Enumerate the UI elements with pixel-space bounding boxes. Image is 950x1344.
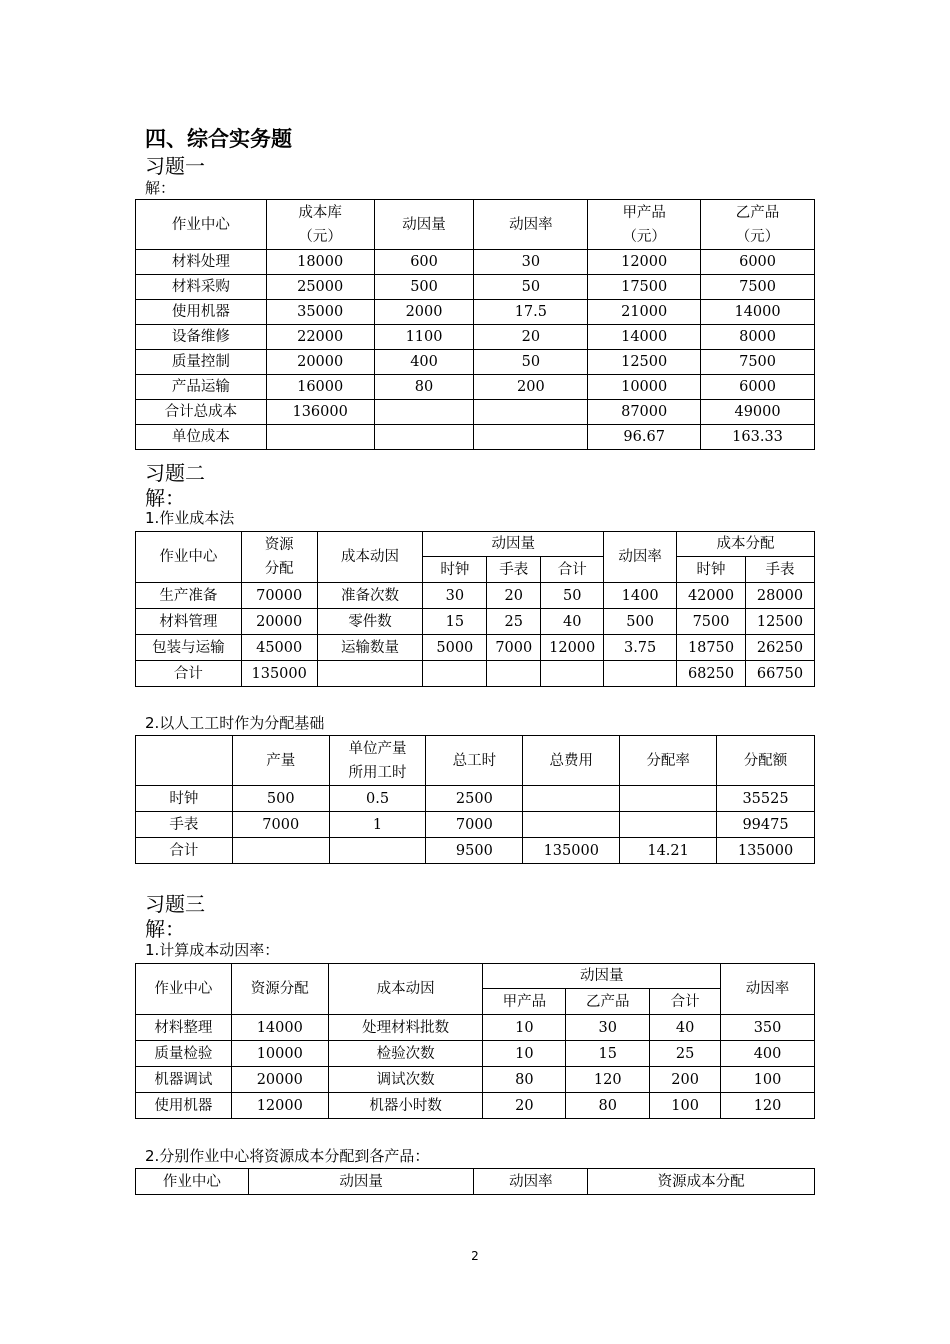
table-cell [374, 425, 474, 450]
ex3-part1-caption: 1.计算成本动因率： [145, 941, 280, 959]
page-number: 2 [471, 1249, 479, 1263]
header-cell: 成本分配 [677, 532, 815, 557]
ex1-table [135, 199, 815, 450]
table-cell: 12000 [588, 250, 701, 275]
table-cell: 材料采购 [136, 275, 267, 300]
table-cell: 35525 [717, 786, 815, 812]
table-cell: 7500 [677, 609, 746, 635]
table-cell: 2500 [426, 786, 523, 812]
ex2-abc-table [135, 531, 815, 687]
table-cell: 检验次数 [328, 1041, 483, 1067]
table-cell: 材料处理 [136, 250, 267, 275]
table-cell: 70000 [241, 583, 317, 609]
table-cell: 手表 [745, 557, 814, 583]
table-cell: 甲产品 [483, 989, 566, 1015]
header-cell: 产量 [232, 736, 329, 786]
table-cell: 42000 [677, 583, 746, 609]
table-header-row [136, 964, 815, 989]
table-cell: 10000 [588, 375, 701, 400]
table-cell: 质量检验 [136, 1041, 232, 1067]
table-cell: 26250 [745, 635, 814, 661]
header-cell: 资源 分配 [241, 532, 317, 583]
header-cell: 动因量 [423, 532, 604, 557]
table-header-row [136, 200, 815, 250]
table-cell: 80 [483, 1067, 566, 1093]
table-cell: 66750 [745, 661, 814, 687]
table-cell [266, 425, 374, 450]
ex2-part2-caption: 2.以人工工时作为分配基础 [145, 714, 325, 732]
table-header-row [136, 1169, 815, 1195]
table-cell: 质量控制 [136, 350, 267, 375]
header-cell: 作业中心 [136, 532, 242, 583]
table-row [136, 812, 815, 838]
table-cell: 材料管理 [136, 609, 242, 635]
header-cell: 动因率 [604, 532, 677, 583]
table-cell: 45000 [241, 635, 317, 661]
table-cell: 136000 [266, 400, 374, 425]
table-cell: 21000 [588, 300, 701, 325]
header-cell: 动因量 [248, 1169, 474, 1195]
table-row [136, 609, 815, 635]
table-cell: 20000 [231, 1067, 328, 1093]
table-cell: 7000 [232, 812, 329, 838]
table-cell [523, 786, 620, 812]
table-cell: 7000 [487, 635, 541, 661]
table-header-row [136, 736, 815, 786]
table-cell: 时钟 [423, 557, 487, 583]
header-cell: 成本动因 [328, 964, 483, 1015]
table-cell: 135000 [523, 838, 620, 864]
table-cell: 9500 [426, 838, 523, 864]
ex3-title: 习题三 [145, 892, 205, 916]
table-cell: 200 [650, 1067, 721, 1093]
table-cell: 500 [604, 609, 677, 635]
table-cell: 单位成本 [136, 425, 267, 450]
ex2-labor-hours-table [135, 735, 815, 864]
table-cell: 生产准备 [136, 583, 242, 609]
table-cell: 35000 [266, 300, 374, 325]
table-row [136, 1067, 815, 1093]
header-cell: 作业中心 [136, 964, 232, 1015]
header-cell: 动因率 [474, 200, 588, 250]
table-cell [374, 400, 474, 425]
table-cell: 80 [566, 1093, 650, 1119]
table-cell: 49000 [701, 400, 815, 425]
table-row [136, 400, 815, 425]
table-cell [136, 736, 233, 786]
table-cell: 400 [721, 1041, 815, 1067]
table-cell: 手表 [136, 812, 233, 838]
table-row [136, 375, 815, 400]
table-cell [487, 661, 541, 687]
table-cell: 17500 [588, 275, 701, 300]
table-cell: 80 [374, 375, 474, 400]
table-cell: 5000 [423, 635, 487, 661]
table-cell: 500 [374, 275, 474, 300]
table-cell: 使用机器 [136, 1093, 232, 1119]
ex3-allocation-table [135, 1168, 815, 1195]
table-cell: 25 [650, 1041, 721, 1067]
table-cell: 96.67 [588, 425, 701, 450]
table-cell: 机器调试 [136, 1067, 232, 1093]
table-cell: 20 [487, 583, 541, 609]
table-cell: 28000 [745, 583, 814, 609]
table-cell: 10 [483, 1015, 566, 1041]
table-cell: 40 [650, 1015, 721, 1041]
table-cell: 时钟 [677, 557, 746, 583]
table-cell: 零件数 [317, 609, 423, 635]
table-cell [474, 400, 588, 425]
table-cell: 30 [423, 583, 487, 609]
table-row [136, 425, 815, 450]
table-cell: 12000 [231, 1093, 328, 1119]
table-cell: 20000 [241, 609, 317, 635]
table-cell [620, 812, 717, 838]
table-cell: 99475 [717, 812, 815, 838]
table-cell: 12000 [541, 635, 604, 661]
header-cell: 单位产量 所用工时 [329, 736, 426, 786]
table-cell: 乙产品 [566, 989, 650, 1015]
table-cell: 1100 [374, 325, 474, 350]
header-cell: 资源分配 [231, 964, 328, 1015]
table-cell: 163.33 [701, 425, 815, 450]
table-cell: 20000 [266, 350, 374, 375]
header-cell: 甲产品 （元） [588, 200, 701, 250]
table-cell [541, 661, 604, 687]
table-cell: 10000 [231, 1041, 328, 1067]
table-cell: 调试次数 [328, 1067, 483, 1093]
table-cell: 12500 [588, 350, 701, 375]
ex2-title: 习题二 [145, 461, 205, 485]
table-cell: 25000 [266, 275, 374, 300]
table-cell: 12500 [745, 609, 814, 635]
header-cell: 乙产品 （元） [701, 200, 815, 250]
table-cell: 包装与运输 [136, 635, 242, 661]
header-cell: 动因率 [721, 964, 815, 1015]
table-cell [620, 786, 717, 812]
header-cell: 作业中心 [136, 1169, 249, 1195]
table-row [136, 275, 815, 300]
table-cell: 准备次数 [317, 583, 423, 609]
ex1-solution-label: 解： [145, 179, 176, 197]
ex2-solution-label: 解： [145, 486, 185, 510]
table-cell: 15 [566, 1041, 650, 1067]
table-cell: 0.5 [329, 786, 426, 812]
table-row [136, 583, 815, 609]
table-cell: 使用机器 [136, 300, 267, 325]
table-cell: 2000 [374, 300, 474, 325]
header-cell: 动因率 [474, 1169, 588, 1195]
header-cell: 总工时 [426, 736, 523, 786]
table-cell: 运输数量 [317, 635, 423, 661]
table-cell: 30 [566, 1015, 650, 1041]
table-cell: 时钟 [136, 786, 233, 812]
table-cell: 7000 [426, 812, 523, 838]
ex3-driver-rate-table [135, 963, 815, 1119]
table-cell: 合计 [650, 989, 721, 1015]
table-cell [329, 838, 426, 864]
table-cell: 14000 [701, 300, 815, 325]
table-row [136, 250, 815, 275]
table-cell [232, 838, 329, 864]
table-row [136, 786, 815, 812]
table-cell: 135000 [241, 661, 317, 687]
table-cell: 400 [374, 350, 474, 375]
table-cell: 1 [329, 812, 426, 838]
ex2-part1-caption: 1.作业成本法 [145, 509, 235, 527]
table-cell: 17.5 [474, 300, 588, 325]
table-cell: 25 [487, 609, 541, 635]
table-header-row [136, 532, 815, 557]
table-cell: 87000 [588, 400, 701, 425]
header-cell: 成本库 （元） [266, 200, 374, 250]
table-cell: 18750 [677, 635, 746, 661]
table-cell: 7500 [701, 275, 815, 300]
table-cell: 手表 [487, 557, 541, 583]
table-row [136, 350, 815, 375]
table-cell: 600 [374, 250, 474, 275]
table-cell: 处理材料批数 [328, 1015, 483, 1041]
ex3-solution-label: 解： [145, 917, 185, 941]
table-cell: 20 [483, 1093, 566, 1119]
table-cell: 350 [721, 1015, 815, 1041]
table-row [136, 661, 815, 687]
table-cell: 40 [541, 609, 604, 635]
table-cell: 20 [474, 325, 588, 350]
table-cell: 6000 [701, 375, 815, 400]
table-cell: 1400 [604, 583, 677, 609]
header-cell: 分配额 [717, 736, 815, 786]
table-row [136, 1041, 815, 1067]
table-cell [423, 661, 487, 687]
header-cell: 资源成本分配 [588, 1169, 815, 1195]
table-cell: 合计总成本 [136, 400, 267, 425]
table-cell: 16000 [266, 375, 374, 400]
table-cell: 30 [474, 250, 588, 275]
ex1-title: 习题一 [145, 154, 205, 178]
header-cell: 动因量 [483, 964, 721, 989]
header-cell: 总费用 [523, 736, 620, 786]
table-row [136, 635, 815, 661]
table-cell: 14000 [588, 325, 701, 350]
table-cell: 10 [483, 1041, 566, 1067]
table-cell: 7500 [701, 350, 815, 375]
ex3-part2-caption: 2.分别作业中心将资源成本分配到各产品： [145, 1147, 430, 1165]
table-cell: 120 [566, 1067, 650, 1093]
table-cell: 200 [474, 375, 588, 400]
table-cell [317, 661, 423, 687]
table-cell: 合计 [136, 838, 233, 864]
table-cell: 设备维修 [136, 325, 267, 350]
table-cell: 产品运输 [136, 375, 267, 400]
table-cell: 50 [474, 350, 588, 375]
section-title: 四、综合实务题 [145, 127, 292, 151]
table-row [136, 300, 815, 325]
table-cell [523, 812, 620, 838]
table-cell: 6000 [701, 250, 815, 275]
table-cell: 500 [232, 786, 329, 812]
header-cell: 分配率 [620, 736, 717, 786]
table-cell: 22000 [266, 325, 374, 350]
table-cell [474, 425, 588, 450]
table-cell: 材料整理 [136, 1015, 232, 1041]
table-cell: 100 [650, 1093, 721, 1119]
table-cell: 68250 [677, 661, 746, 687]
table-cell: 8000 [701, 325, 815, 350]
table-cell: 18000 [266, 250, 374, 275]
table-cell: 120 [721, 1093, 815, 1119]
table-cell: 50 [541, 583, 604, 609]
table-cell: 合计 [136, 661, 242, 687]
table-row [136, 838, 815, 864]
table-cell: 14.21 [620, 838, 717, 864]
table-cell: 100 [721, 1067, 815, 1093]
table-cell: 机器小时数 [328, 1093, 483, 1119]
table-row [136, 325, 815, 350]
header-cell: 作业中心 [136, 200, 267, 250]
header-cell: 成本动因 [317, 532, 423, 583]
table-cell: 3.75 [604, 635, 677, 661]
table-cell: 合计 [541, 557, 604, 583]
table-cell: 50 [474, 275, 588, 300]
table-row [136, 1093, 815, 1119]
table-row [136, 1015, 815, 1041]
table-cell: 14000 [231, 1015, 328, 1041]
table-cell: 15 [423, 609, 487, 635]
table-cell: 135000 [717, 838, 815, 864]
table-cell [604, 661, 677, 687]
header-cell: 动因量 [374, 200, 474, 250]
